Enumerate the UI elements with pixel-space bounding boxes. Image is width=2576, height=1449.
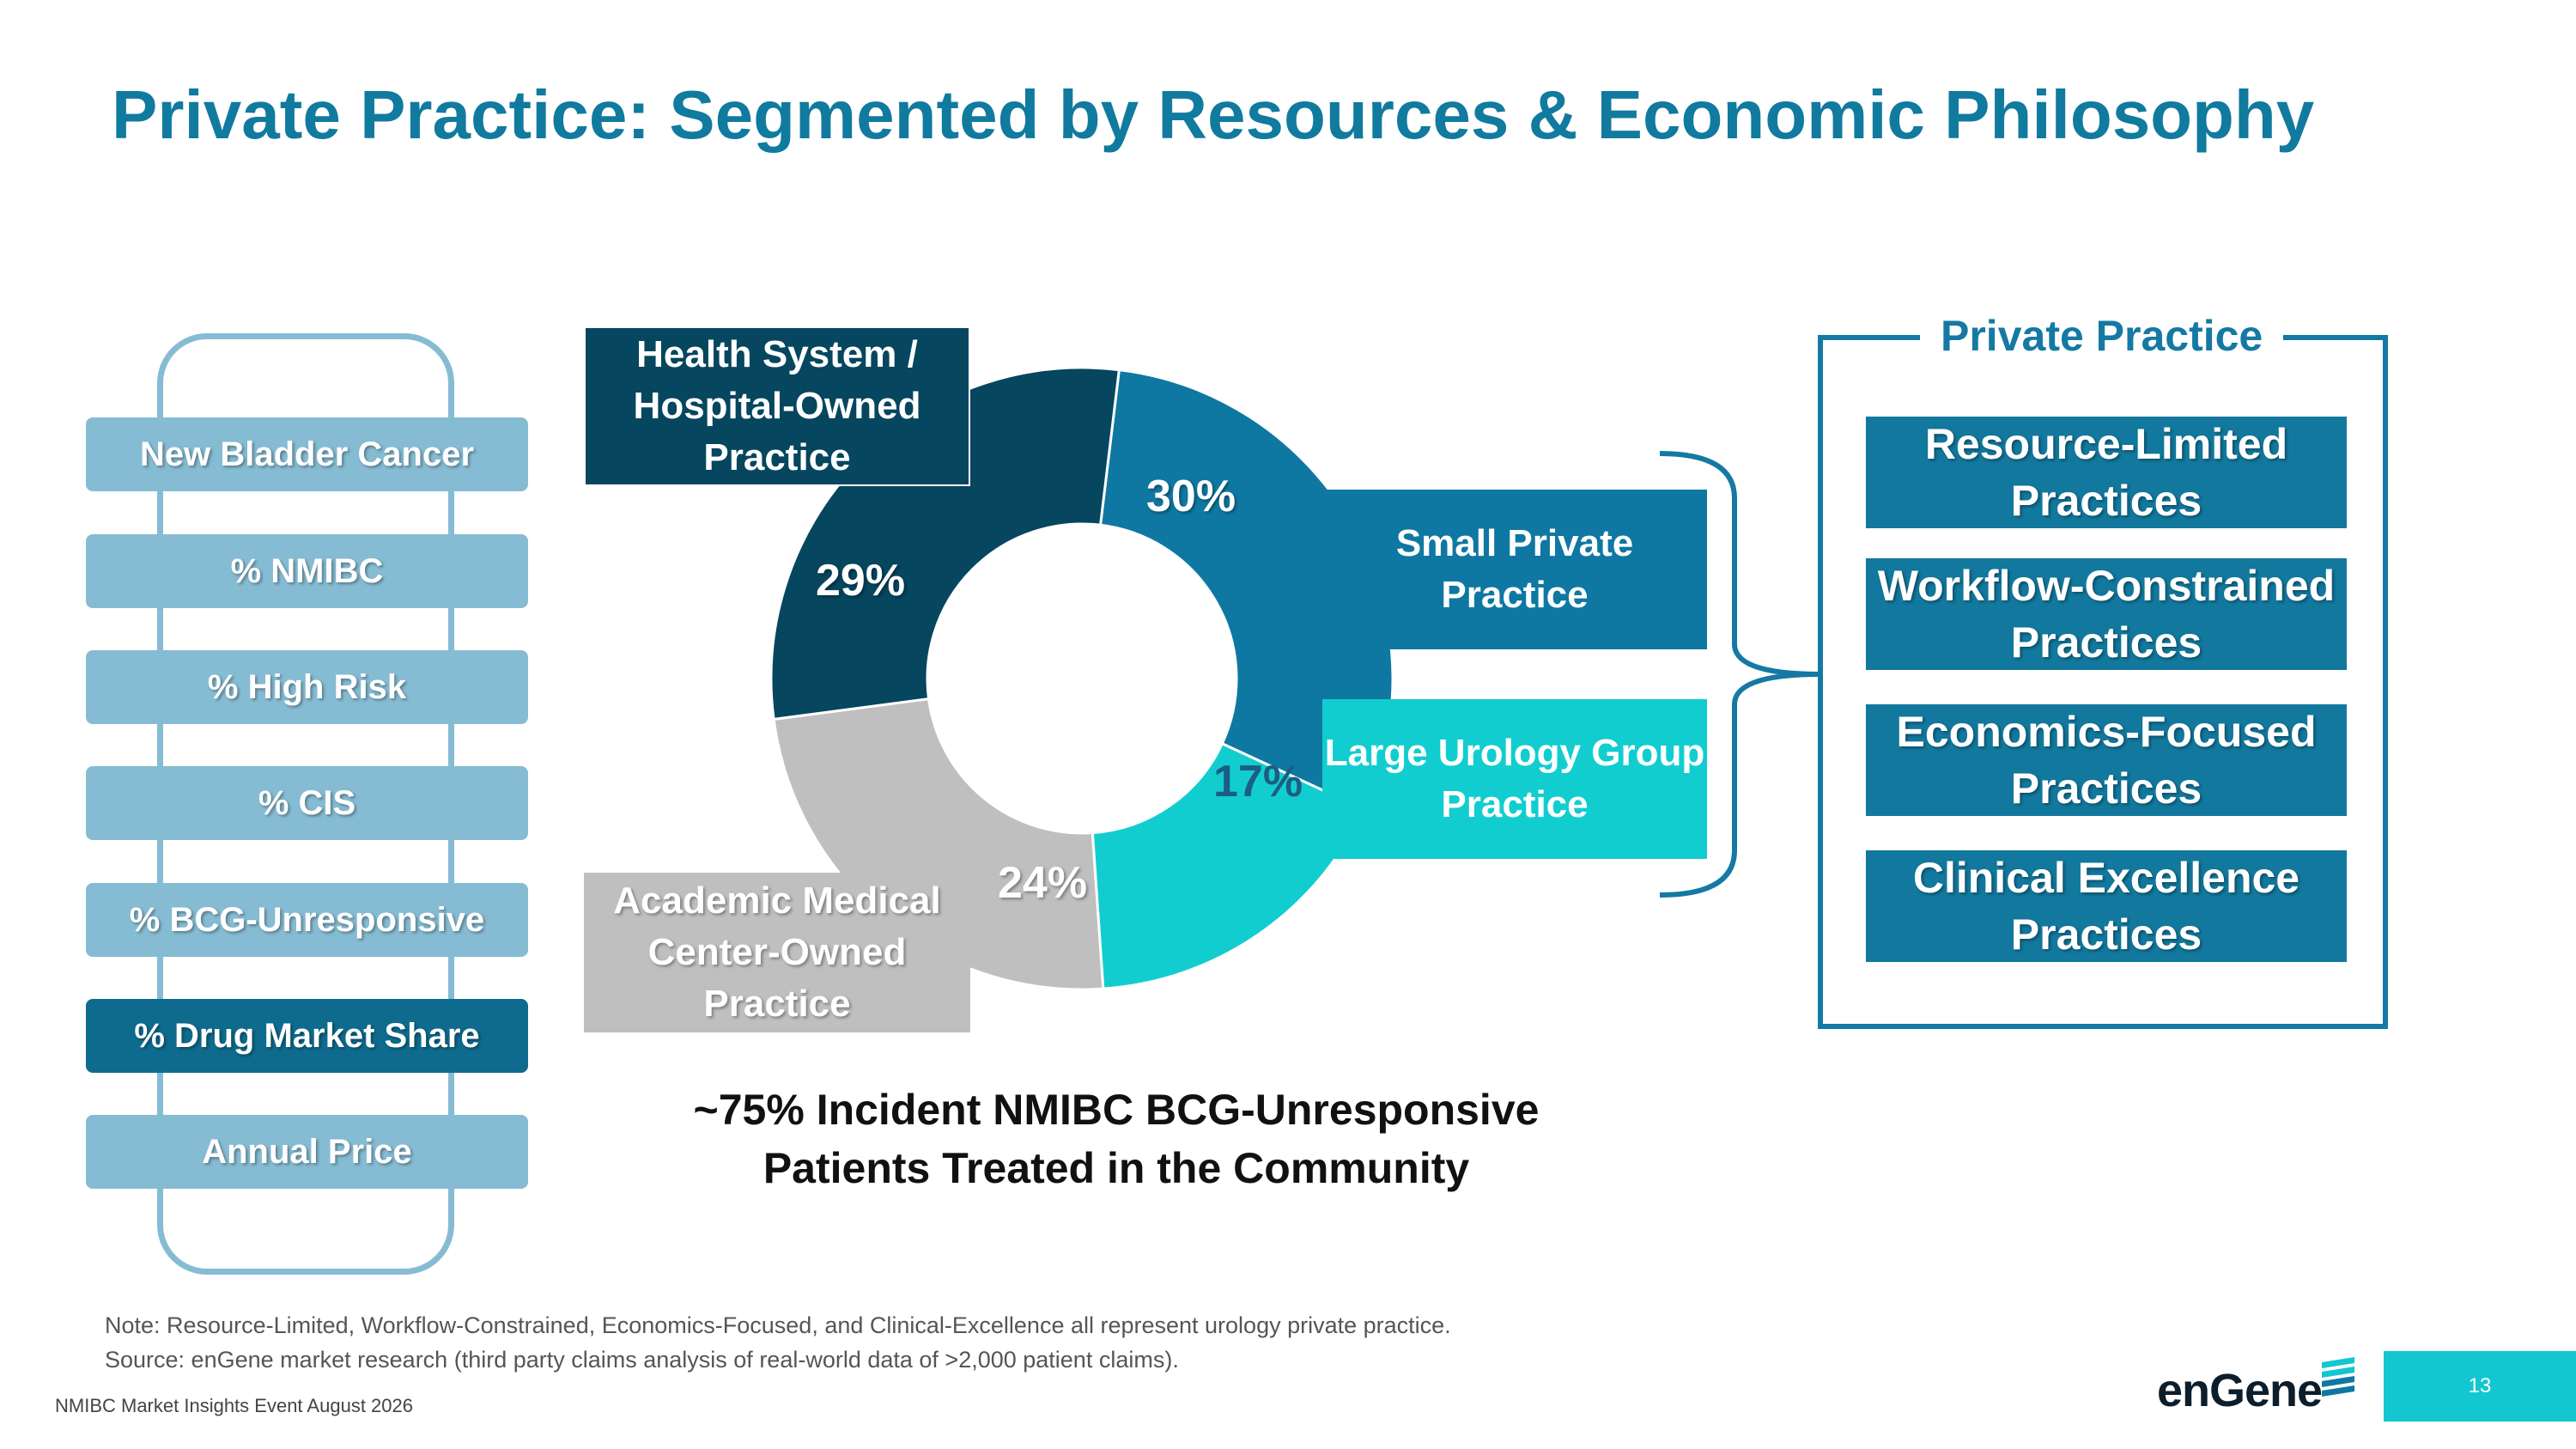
event-footer: NMIBC Market Insights Event August 2026 [55,1395,413,1416]
pct-label-small-private: 30% [1146,472,1236,521]
private-practice-title: Private Practice [1920,311,2283,361]
segment-economics-focused: Economics-Focused Practices [1866,704,2347,816]
engene-logo-icon [2318,1355,2358,1397]
community-callout: ~75% Incident NMIBC BCG-Unresponsive Patients Treated in the Community [693,1086,1540,1192]
label-academic: Academic Medical Center-Owned Practice [584,873,970,1032]
funnel-step-nmibc: % NMIBC [86,534,528,608]
funnel-step-annual-price: Annual Price [86,1115,528,1189]
engene-logo-wordmark: enGene [2157,1365,2323,1416]
segment-clinical-excellence: Clinical Excellence Practices [1866,850,2347,962]
page-number: 13 [2384,1351,2576,1422]
funnel-step-bcg-unresponsive: % BCG-Unresponsive [86,883,528,957]
brace-icon [1653,451,1825,906]
funnel-step-new-bladder-cancer: New Bladder Cancer [86,417,528,491]
funnel-step-cis: % CIS [86,766,528,840]
page-title: Private Practice: Segmented by Resources & Economic Philosophy [112,76,2315,153]
label-large-urology: Large Urology Group Practice [1322,699,1707,859]
pct-label-large-urology: 17% [1213,757,1303,807]
label-small-private: Small Private Practice [1322,490,1707,649]
pct-label-health-system: 29% [816,556,906,606]
segment-workflow-constrained: Workflow-Constrained Practices [1866,558,2347,670]
pct-label-academic: 24% [998,858,1088,908]
funnel-step-high-risk: % High Risk [86,650,528,724]
segment-resource-limited: Resource-Limited Practices [1866,417,2347,528]
footnote: Note: Resource-Limited, Workflow-Constrained, Economics-Focused, and Clinical-Excellence all represent urology private practice. [105,1312,1451,1338]
label-health-system: Health System / Hospital-Owned Practice [584,326,970,486]
source-note: Source: enGene market research (third party claims analysis of real-world data of >2,000 patient claims). [105,1347,1179,1373]
funnel-step-drug-market-share: % Drug Market Share [86,999,528,1073]
